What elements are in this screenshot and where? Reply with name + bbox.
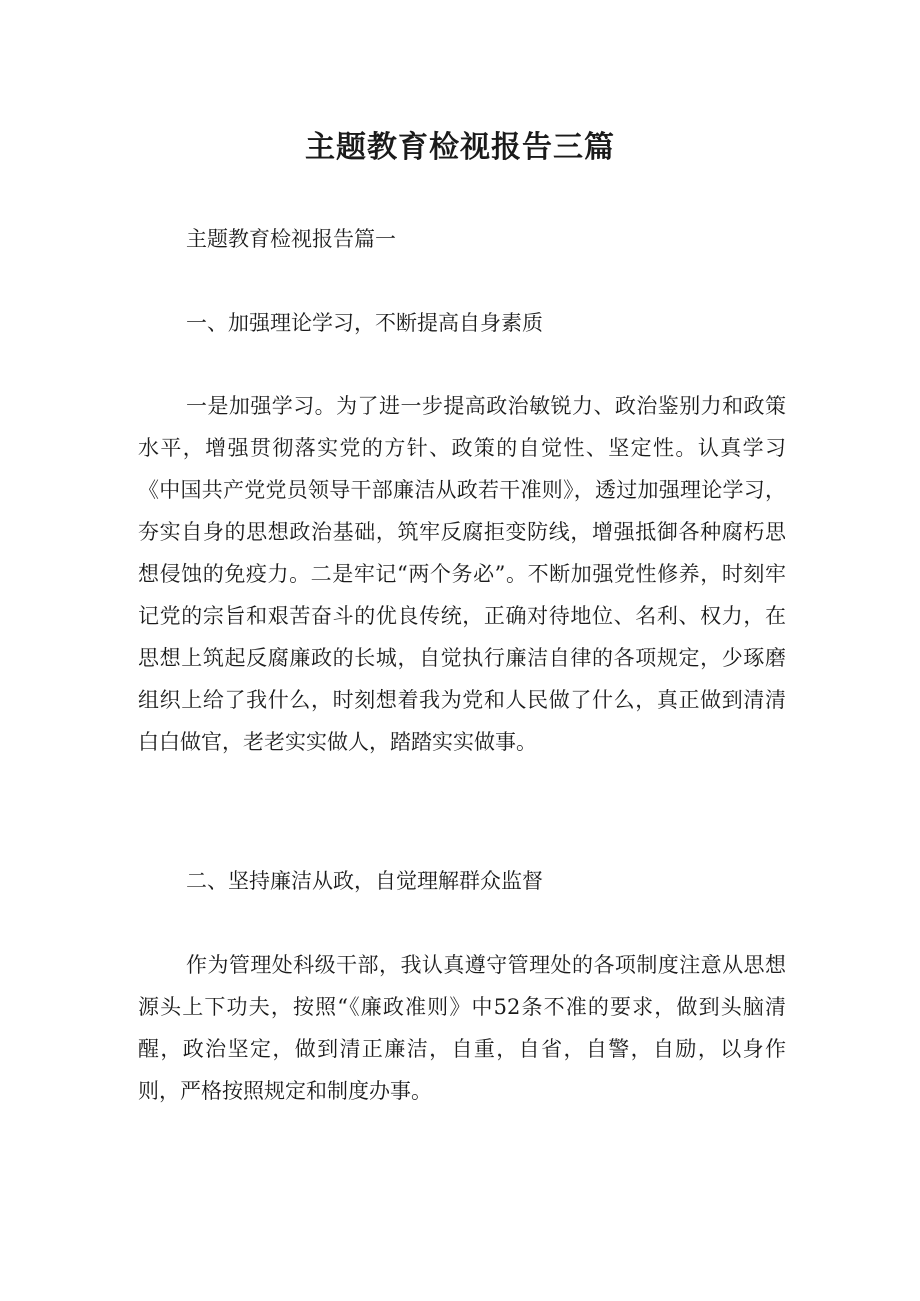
section-2-paragraph: 作为管理处科级干部，我认真遵守管理处的各项制度注意从思想源头上下功夫，按照“《廉政准则》中52条不准的要求，做到头脑清醒，政治坚定，做到清正廉洁，自重，自省，自警，自励，以身作则，严格按照规定和制度办事。: [138, 953, 786, 1103]
section-1-paragraph: 一是加强学习。为了进一步提高政治敏锐力、政治鉴别力和政策水平，增强贯彻落实党的方针、政策的自觉性、坚定性。认真学习《中国共产党党员领导干部廉洁从政若干准则》，透过加强理论学习，夯实自身的思想政治基础，筑牢反腐拒变防线，增强抵御各种腐朽思想侵蚀的免疫力。二是牢记“两个务必”。不断加强党性修养，时刻牢记党的宗旨和艰苦奋斗的优良传统，正确对待地位、名利、权力，在思想上筑起反腐廉政的长城，自觉执行廉洁自律的各项规定，少琢磨组织上给了我什么，时刻想着我为党和人民做了什么，真正做到清清白白做官，老老实实做人，踏踏实实做事。: [138, 394, 786, 754]
report-subtitle: 主题教育检视报告篇一: [186, 227, 396, 251]
document-title: 主题教育检视报告三篇: [305, 130, 615, 165]
section-1-heading: 一、加强理论学习，不断提高自身素质: [186, 311, 543, 335]
section-2-heading: 二、坚持廉洁从政，自觉理解群众监督: [186, 869, 543, 893]
